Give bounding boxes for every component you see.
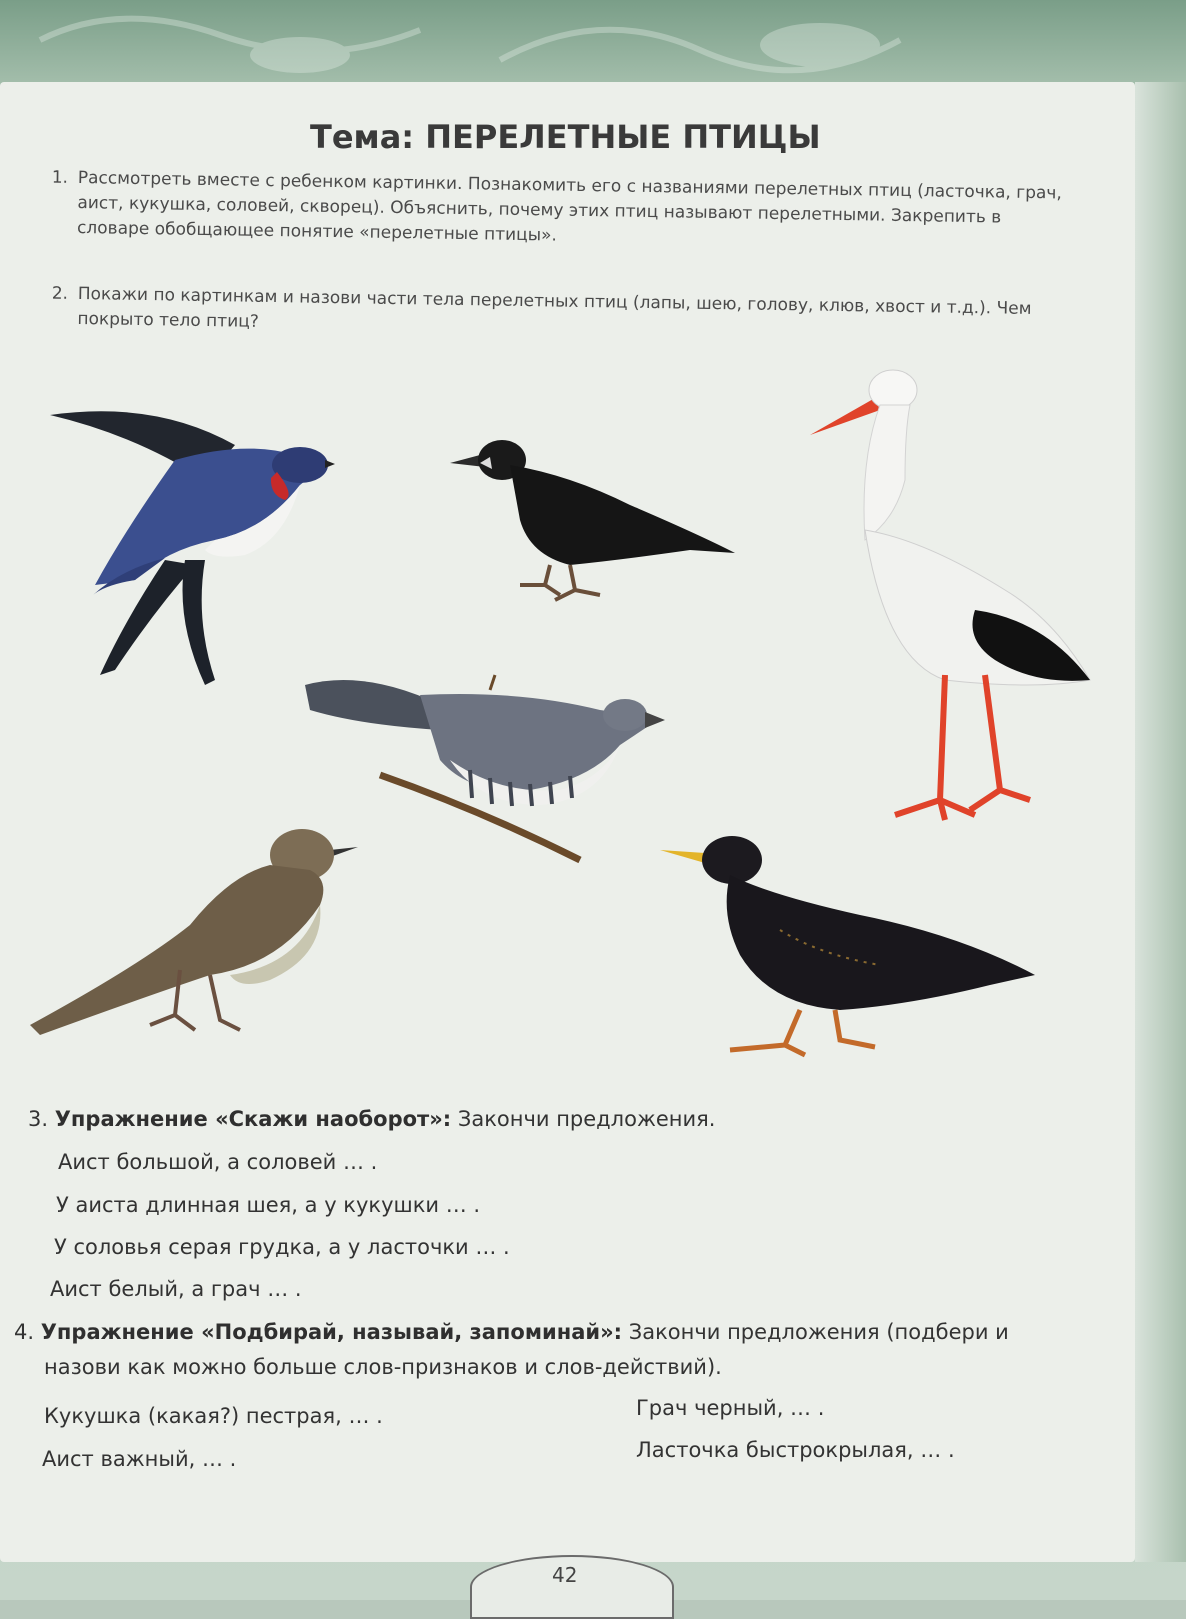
nightingale-illustration bbox=[30, 825, 360, 1065]
exercise-3-title: Упражнение «Скажи наоборот»: bbox=[54, 1107, 452, 1131]
task-2-number: 2. bbox=[51, 283, 69, 304]
page-number-tab bbox=[470, 1555, 674, 1619]
page-edge bbox=[1135, 82, 1186, 1562]
exercise-3-line: У аиста длинная шея, а у кукушки … . bbox=[56, 1193, 481, 1217]
task-1 bbox=[51, 166, 1078, 257]
bird-pattern-decoration bbox=[0, 0, 1186, 90]
task-1-text: Рассмотреть вместе с ребенком картинки. Познакомить его с названиями перелетных птиц (ласточка, грач, аист, кукушка, соловей, скворец). Объяснить, почему этих птиц называют перелетными. Закрепить в словаре обобщающее понятие «перелетные птицы». bbox=[76, 167, 1062, 246]
exercise-4-right-line: Ласточка быстрокрылая, … . bbox=[636, 1438, 955, 1462]
exercise-3-line: У соловья серая грудка, а у ласточки … . bbox=[54, 1235, 510, 1259]
exercise-4-left-line: Кукушка (какая?) пестрая, … . bbox=[44, 1404, 383, 1428]
stork-illustration bbox=[805, 360, 1105, 840]
exercise-4-right-line: Грач черный, … . bbox=[636, 1396, 825, 1420]
exercise-3-line: Аист белый, а грач … . bbox=[50, 1277, 302, 1301]
exercise-4-title: Упражнение «Подбирай, называй, запоминай»: bbox=[40, 1320, 623, 1344]
exercise-3-instruction: Закончи предложения. bbox=[451, 1107, 716, 1131]
page-number: 42 bbox=[552, 1563, 578, 1587]
exercise-4-left-line: Аист важный, … . bbox=[42, 1447, 237, 1471]
exercise-3-number: 3. bbox=[28, 1107, 49, 1131]
starling-illustration bbox=[660, 835, 1040, 1065]
exercise-4-instruction: Закончи предложения (подбери и bbox=[622, 1320, 1009, 1344]
exercise-4-number: 4. bbox=[14, 1320, 35, 1344]
task-2-text: Покажи по картинкам и назови части тела перелетных птиц (лапы, шею, голову, клюв, хвост и т.д.). Чем покрыто тело птиц? bbox=[77, 283, 1032, 332]
exercise-3-heading bbox=[28, 1107, 715, 1131]
swallow-illustration bbox=[45, 400, 345, 690]
exercise-4-heading bbox=[14, 1320, 1009, 1344]
exercise-4-instruction-continued: назови как можно больше слов-признаков и слов-действий). bbox=[44, 1355, 722, 1379]
rook-illustration bbox=[450, 435, 740, 610]
exercise-3-line: Аист большой, а соловей … . bbox=[58, 1150, 378, 1174]
task-1-number: 1. bbox=[51, 167, 69, 188]
page-title: Тема: ПЕРЕЛЕТНЫЕ ПТИЦЫ bbox=[310, 118, 821, 156]
